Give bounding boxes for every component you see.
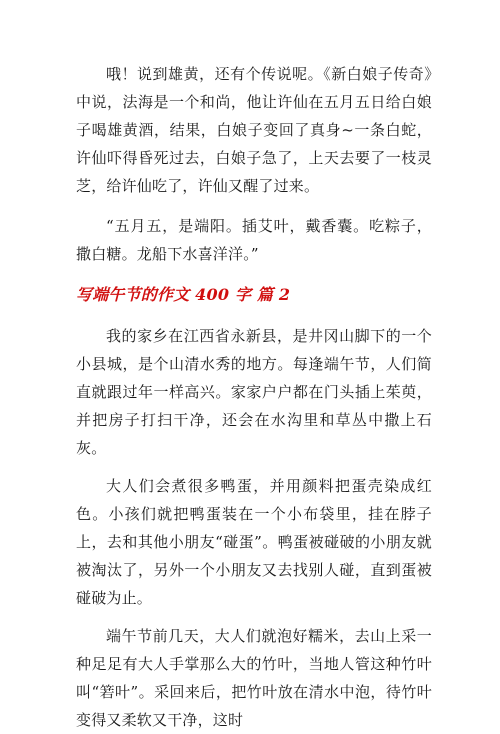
paragraph-duanyang-rhyme: “五月五，是端阳。插艾叶，戴香囊。吃粽子，撒白糖。龙船下水喜洋洋。” [76, 217, 432, 263]
document-page [76, 60, 432, 734]
paragraph-bamboo-leaves: 端午节前几天，大人们就泡好糯米，去山上采一种足足有大人手掌那么大的竹叶，当地人管这种竹叶叫“箬叶”。采回来后，把竹叶放在清水中泡，待竹叶变得又柔软又干净，这时 [76, 627, 432, 729]
paragraph-xionghuang-legend: 哦！说到雄黄，还有个传说呢。《新白娘子传奇》中说，法海是一个和尚，他让许仙在五月五日给白娘子喝雄黄酒，结果，白娘子变回了真身~一条白蛇，许仙吓得昏死过去，白娘子急了，上天去要了一枝灵芝，给许仙吃了，许仙又醒了过来。 [76, 65, 432, 195]
paragraph-duck-eggs: 大人们会煮很多鸭蛋，并用颜料把蛋壳染成红色。小孩们就把鸭蛋装在一个小布袋里，挂在脖子上，去和其他小朋友“碰蛋”。鸭蛋被碰破的小朋友就被淘汰了，另外一个小朋友又去找别人碰，直到蛋被碰破为止。 [76, 477, 432, 607]
paragraph-hometown: 我的家乡在江西省永新县，是井冈山脚下的一个小县城，是个山清水秀的地方。每逢端午节，人们简直就跟过年一样高兴。家家户户都在门头插上茱萸，并把房子打扫干净，还会在水沟里和草丛中撒上石灰。 [76, 327, 432, 457]
section-heading: 写端午节的作文 400 字 篇 2 [76, 285, 291, 304]
